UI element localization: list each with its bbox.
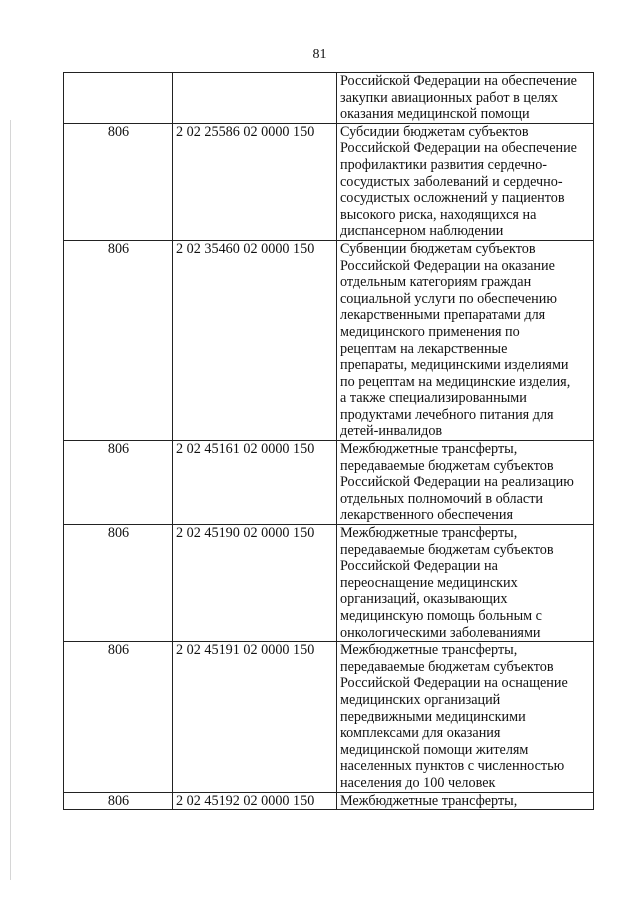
revenue-name-cell xyxy=(337,441,594,525)
budget-code-cell: 2 02 45192 02 0000 150 xyxy=(173,792,337,810)
revenue-name-text: Межбюджетные трансферты, передаваемые бюджетам субъектов Российской Федерации на реализацию отдельных полномочий в области лекарственного обеспечения xyxy=(340,441,574,524)
revenue-name-text: Российской Федерации на обеспечение закупки авиационных работ в целях оказания медицинской помощи xyxy=(340,73,577,123)
revenue-name-text: Межбюджетные трансферты, передаваемые бюджетам субъектов Российской Федерации на оснащение медицинских организаций передвижными медицинскими комплексами для оказания медицинской помощи жителям населенных пунктов с численностью населения до 100 человек xyxy=(340,642,568,791)
admin-code-cell: 806 xyxy=(64,240,173,440)
table-row xyxy=(64,792,594,810)
revenue-name-text: Субвенции бюджетам субъектов Российской Федерации на оказание отдельным категориям граждан социальной услуги по обеспечению лекарственными препаратами для медицинского применения по рецептам на лекарственные препараты, медицинскими изделиями по рецептам на медицинские изделия, а также специализированными продуктами лечебного питания для детей-инвалидов xyxy=(340,240,571,440)
admin-code-cell xyxy=(64,73,173,124)
budget-code-cell: 2 02 35460 02 0000 150 xyxy=(173,240,337,440)
budget-code-cell: 2 02 45190 02 0000 150 xyxy=(173,525,337,642)
scan-edge-line xyxy=(10,120,11,880)
revenue-name-cell xyxy=(337,642,594,792)
revenue-name-cell xyxy=(337,240,594,440)
admin-code-cell: 806 xyxy=(64,642,173,792)
revenue-name-cell xyxy=(337,525,594,642)
admin-code-cell: 806 xyxy=(64,792,173,810)
revenue-name-cell xyxy=(337,73,594,124)
budget-code-cell xyxy=(173,73,337,124)
page-number: 81 xyxy=(312,47,327,62)
revenue-name-text: Субсидии бюджетам субъектов Российской Федерации на обеспечение профилактики развития сердечно- сосудистых заболеваний и сердечно- сосудистых осложнений у пациентов высокого риска, находящихся на диспансерном наблюдении xyxy=(340,123,577,240)
table-row xyxy=(64,441,594,525)
revenue-name-cell xyxy=(337,123,594,240)
revenue-name-text: Межбюджетные трансферты, xyxy=(340,792,518,809)
budget-code-cell: 2 02 45161 02 0000 150 xyxy=(173,441,337,525)
admin-code-cell: 806 xyxy=(64,441,173,525)
revenue-name-text: Межбюджетные трансферты, передаваемые бюджетам субъектов Российской Федерации на переоснащение медицинских организаций, оказывающих медицинскую помощь больным с онкологическими заболеваниями xyxy=(340,525,554,641)
revenue-name-cell xyxy=(337,792,594,810)
admin-code-cell: 806 xyxy=(64,525,173,642)
table-row xyxy=(64,240,594,440)
budget-classification-table xyxy=(63,72,594,810)
table-row xyxy=(64,642,594,792)
table-row xyxy=(64,73,594,124)
budget-code-cell: 2 02 45191 02 0000 150 xyxy=(173,642,337,792)
table-row xyxy=(64,525,594,642)
admin-code-cell: 806 xyxy=(64,123,173,240)
table-row xyxy=(64,123,594,240)
budget-code-cell: 2 02 25586 02 0000 150 xyxy=(173,123,337,240)
